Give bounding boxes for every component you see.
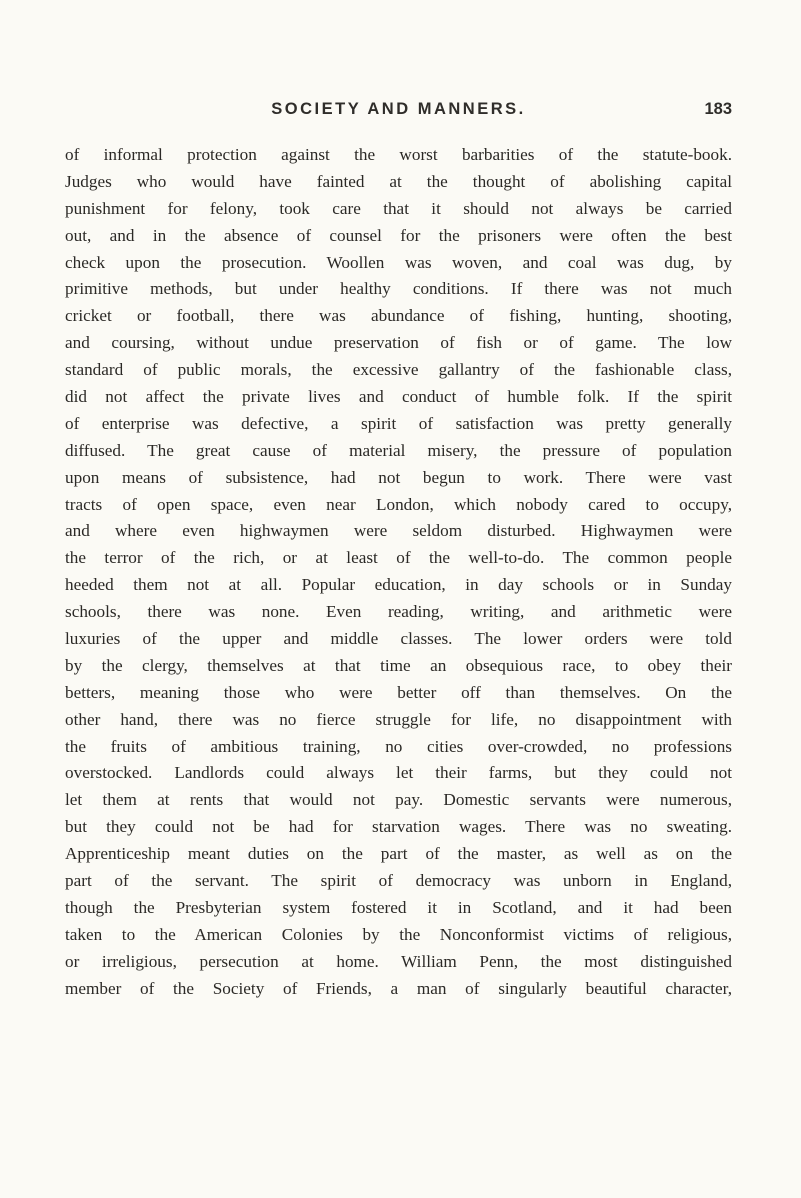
text-line: part of the servant. The spirit of democracy was unborn in England, [65, 871, 732, 891]
text-line: of enterprise was defective, a spirit of satisfaction was pretty generally [65, 413, 732, 433]
text-line: and where even highwaymen were seldom disturbed. Highwaymen were [65, 521, 732, 541]
text-line: betters, meaning those who were better off than themselves. On the [65, 682, 732, 702]
body-text [65, 142, 732, 1003]
text-line: check upon the prosecution. Woollen was woven, and coal was dug, by [65, 252, 732, 272]
text-line: overstocked. Landlords could always let their farms, but they could not [65, 763, 732, 783]
text-line: schools, there was none. Even reading, writing, and arithmetic were [65, 602, 732, 622]
running-head [65, 100, 732, 124]
text-line: other hand, there was no fierce struggle for life, no disappointment with [65, 709, 732, 729]
text-line: member of the Society of Friends, a man of singularly beautiful character, [65, 978, 732, 998]
text-line: Judges who would have fainted at the thought of abolishing capital [65, 171, 732, 191]
running-title: SOCIETY AND MANNERS. [271, 100, 526, 118]
text-line: but they could not be had for starvation wages. There was no sweating. [65, 817, 732, 837]
text-line: of informal protection against the worst barbarities of the statute-book. [65, 145, 732, 164]
text-line: did not affect the private lives and conduct of humble folk. If the spirit [65, 387, 732, 407]
text-line: taken to the American Colonies by the Nonconformist victims of religious, [65, 924, 732, 944]
text-line: cricket or football, there was abundance of fishing, hunting, shooting, [65, 306, 732, 326]
text-line: standard of public morals, the excessive gallantry of the fashionable class, [65, 360, 732, 380]
text-line: and coursing, without undue preservation of fish or of game. The low [65, 333, 732, 353]
text-line: or irreligious, persecution at home. William Penn, the most distinguished [65, 951, 732, 971]
text-line: the terror of the rich, or at least of the well-to-do. The common people [65, 548, 732, 568]
text-line: primitive methods, but under healthy conditions. If there was not much [65, 279, 732, 299]
text-line: Apprenticeship meant duties on the part of the master, as well as on the [65, 844, 732, 864]
text-line: let them at rents that would not pay. Domestic servants were numerous, [65, 790, 732, 810]
text-line: diffused. The great cause of material misery, the pressure of population [65, 440, 732, 460]
text-line: the fruits of ambitious training, no cities over-crowded, no professions [65, 736, 732, 756]
text-line: by the clergy, themselves at that time an obsequious race, to obey their [65, 655, 732, 675]
text-line: upon means of subsistence, had not begun to work. There were vast [65, 467, 732, 487]
text-line: heeded them not at all. Popular education, in day schools or in Sunday [65, 575, 732, 595]
text-line: luxuries of the upper and middle classes. The lower orders were told [65, 629, 732, 649]
text-line: out, and in the absence of counsel for the prisoners were often the best [65, 225, 732, 245]
text-line: punishment for felony, took care that it should not always be carried [65, 198, 732, 218]
page-number: 183 [704, 100, 732, 118]
text-line: tracts of open space, even near London, which nobody cared to occupy, [65, 494, 732, 514]
text-line: though the Presbyterian system fostered it in Scotland, and it had been [65, 897, 732, 917]
